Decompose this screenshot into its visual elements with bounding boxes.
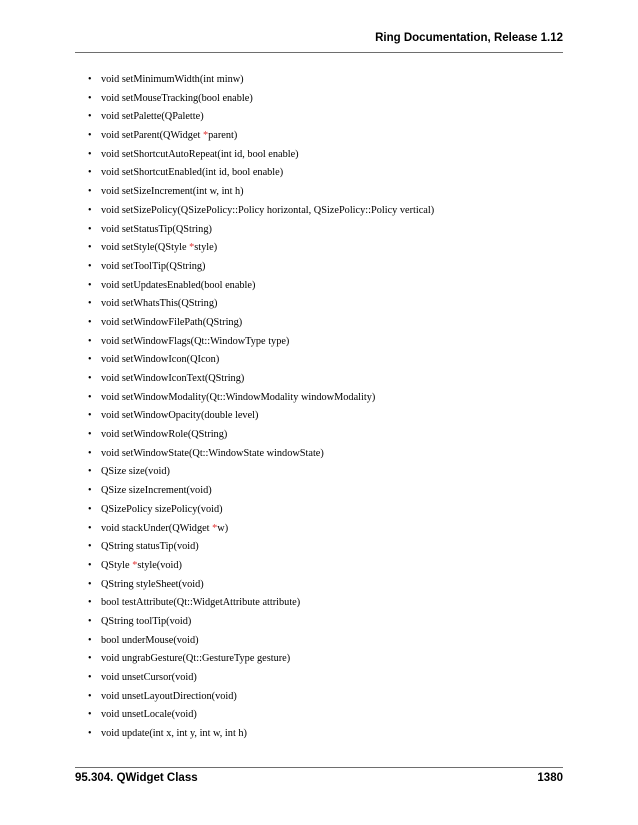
bullet-icon: • <box>88 391 92 403</box>
method-list-item <box>0 485 434 504</box>
bullet-icon: • <box>88 559 92 571</box>
method-list-item <box>0 466 434 485</box>
method-list-item <box>0 560 434 579</box>
bullet-icon: • <box>88 522 92 534</box>
method-list-item <box>0 728 434 747</box>
bullet-icon: • <box>88 354 92 366</box>
method-list-item <box>0 261 434 280</box>
method-list-item <box>0 597 434 616</box>
bullet-icon: • <box>88 690 92 702</box>
method-signature: void unsetLayoutDirection(void) <box>101 690 237 702</box>
footer-section-title: 95.304. QWidget Class <box>75 772 198 784</box>
method-signature: void setWindowFlags(Qt::WindowType type) <box>101 335 290 347</box>
bullet-icon: • <box>88 74 92 85</box>
method-list-item <box>0 167 434 186</box>
bullet-icon: • <box>88 242 92 254</box>
bullet-icon: • <box>88 597 92 609</box>
method-signature: void setWindowIcon(QIcon) <box>101 354 220 366</box>
method-signature: QSize sizeIncrement(void) <box>101 485 212 497</box>
method-signature: void setWindowState(Qt::WindowState windowState) <box>101 447 324 459</box>
bullet-icon: • <box>88 260 92 272</box>
method-signature: void setStyle(QStyle <box>101 242 190 254</box>
method-signature: void setToolTip(QString) <box>101 260 206 272</box>
method-signature-rest: style(void) <box>137 559 182 571</box>
method-signature: void setPalette(QPalette) <box>101 111 204 123</box>
method-signature: void ungrabGesture(Qt::GestureType gesture) <box>101 653 291 665</box>
bullet-icon: • <box>88 298 92 310</box>
method-signature-rest: w) <box>217 522 229 534</box>
method-list-item <box>0 130 434 149</box>
method-list-item <box>0 74 434 93</box>
method-signature: void setWindowRole(QString) <box>101 429 228 441</box>
method-signature: void setParent(QWidget <box>101 130 203 142</box>
method-signature: void setStatusTip(QString) <box>101 223 212 235</box>
bullet-icon: • <box>88 92 92 104</box>
method-signature-rest: style) <box>194 242 218 254</box>
method-signature: bool testAttribute(Qt::WidgetAttribute attribute) <box>101 597 301 609</box>
method-list-item <box>0 224 434 243</box>
bullet-icon: • <box>88 148 92 160</box>
method-signature: void setShortcutEnabled(int id, bool enable) <box>101 167 284 179</box>
bullet-icon: • <box>88 709 92 721</box>
bullet-icon: • <box>88 279 92 291</box>
method-list-item <box>0 336 434 355</box>
method-list-item <box>0 242 434 261</box>
method-list-item <box>0 317 434 336</box>
bullet-icon: • <box>88 373 92 384</box>
pointer-asterisk: * <box>132 559 138 571</box>
bullet-icon: • <box>88 447 92 459</box>
method-signature: void setMinimumWidth(int minw) <box>101 74 244 85</box>
method-signature: void setSizePolicy(QSizePolicy::Policy horizontal, QSizePolicy::Policy vertical) <box>101 204 435 216</box>
bullet-icon: • <box>88 167 92 179</box>
method-list-item <box>0 672 434 691</box>
method-list-item <box>0 523 434 542</box>
bullet-icon: • <box>88 316 92 328</box>
method-signature: void setWindowFilePath(QString) <box>101 316 243 328</box>
method-signature: void unsetLocale(void) <box>101 709 197 721</box>
pointer-asterisk: * <box>212 522 218 534</box>
pointer-asterisk: * <box>202 130 209 142</box>
method-list-item <box>0 111 434 130</box>
method-signature: void setWhatsThis(QString) <box>101 298 218 310</box>
bullet-icon: • <box>88 541 92 553</box>
bullet-icon: • <box>88 672 92 683</box>
method-signature: void setWindowOpacity(double level) <box>101 410 259 422</box>
header-rule <box>75 52 563 53</box>
bullet-icon: • <box>88 485 92 497</box>
method-signature: QSizePolicy sizePolicy(void) <box>101 503 223 515</box>
method-list-item <box>0 541 434 560</box>
footer-page-number: 1380 <box>537 772 563 784</box>
method-signature: void stackUnder(QWidget <box>101 522 213 534</box>
method-list <box>0 74 434 747</box>
method-signature: void setWindowModality(Qt::WindowModality windowModality) <box>101 391 376 403</box>
footer-rule <box>75 767 563 768</box>
bullet-icon: • <box>88 204 92 216</box>
method-list-item <box>0 410 434 429</box>
method-signature: void setWindowIconText(QString) <box>101 373 245 384</box>
method-list-item <box>0 616 434 635</box>
method-list-item <box>0 354 434 373</box>
method-list-item <box>0 504 434 523</box>
bullet-icon: • <box>88 578 92 590</box>
method-signature: void unsetCursor(void) <box>101 672 197 683</box>
method-signature: QSize size(void) <box>101 466 170 478</box>
bullet-icon: • <box>88 410 92 422</box>
method-list-item <box>0 298 434 317</box>
bullet-icon: • <box>88 653 92 665</box>
method-list-item <box>0 691 434 710</box>
bullet-icon: • <box>88 503 92 515</box>
method-signature: void setShortcutAutoRepeat(int id, bool enable) <box>101 148 299 160</box>
method-signature: void setSizeIncrement(int w, int h) <box>101 186 244 198</box>
method-list-item <box>0 205 434 224</box>
method-list-item <box>0 635 434 654</box>
bullet-icon: • <box>88 429 92 441</box>
method-list-item <box>0 392 434 411</box>
bullet-icon: • <box>88 186 92 198</box>
method-list-item <box>0 186 434 205</box>
method-signature-rest: parent) <box>208 130 238 142</box>
bullet-icon: • <box>88 728 92 740</box>
bullet-icon: • <box>88 335 92 347</box>
bullet-icon: • <box>88 466 92 478</box>
method-list-item <box>0 373 434 392</box>
bullet-icon: • <box>88 130 92 142</box>
bullet-icon: • <box>88 615 92 627</box>
method-signature: void setUpdatesEnabled(bool enable) <box>101 279 256 291</box>
method-signature: QString statusTip(void) <box>101 541 199 553</box>
method-list-item <box>0 429 434 448</box>
method-list-item <box>0 93 434 112</box>
method-list-item <box>0 448 434 467</box>
method-signature: QStyle <box>101 559 133 571</box>
bullet-icon: • <box>88 223 92 235</box>
method-signature: bool underMouse(void) <box>101 634 199 646</box>
method-list-item <box>0 709 434 728</box>
bullet-icon: • <box>88 634 92 646</box>
running-header-title: Ring Documentation, Release 1.12 <box>375 32 563 44</box>
method-list-item <box>0 653 434 672</box>
method-list-item <box>0 280 434 299</box>
method-list-item <box>0 579 434 598</box>
method-signature: QString toolTip(void) <box>101 615 192 627</box>
method-signature: void update(int x, int y, int w, int h) <box>101 728 247 740</box>
pointer-asterisk: * <box>189 242 195 254</box>
method-list-item <box>0 149 434 168</box>
method-signature: void setMouseTracking(bool enable) <box>101 92 253 104</box>
method-signature: QString styleSheet(void) <box>101 578 204 590</box>
bullet-icon: • <box>88 111 92 123</box>
